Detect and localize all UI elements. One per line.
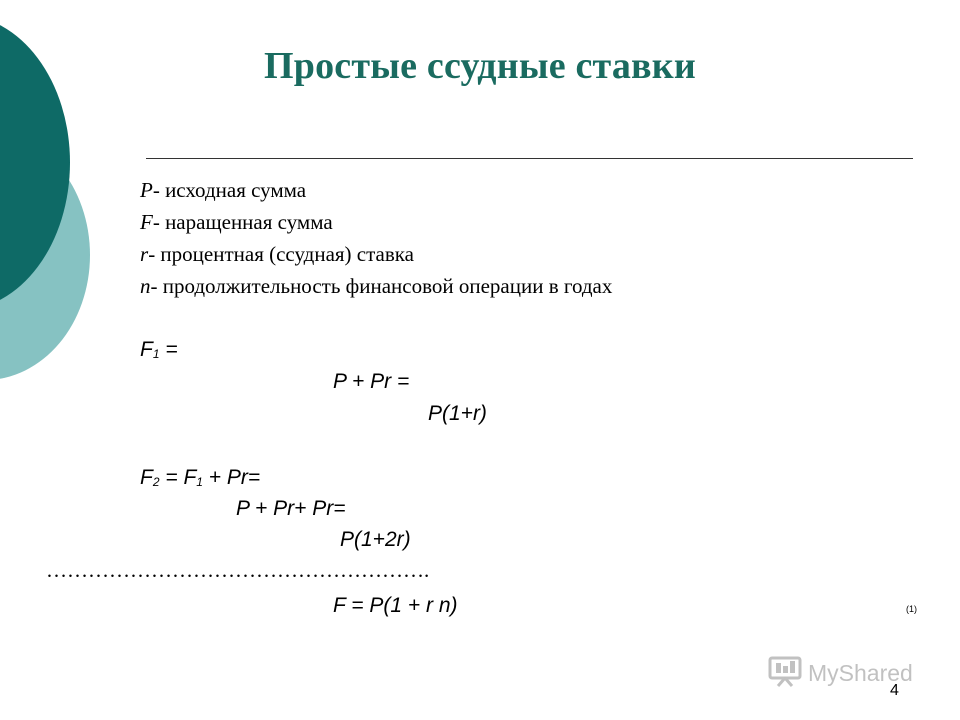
formula-f2-step2: P(1+2r) xyxy=(340,528,411,551)
formula-f1-step2: P(1+r) xyxy=(428,402,487,425)
formula-f2-step1: P + Pr+ Pr= xyxy=(236,497,346,520)
formula-f1-lhs: $F_1$ = xyxy=(140,338,178,361)
slide-title: Простые ссудные ставки xyxy=(264,45,696,87)
formula-f2-lhs: $F_2 = F_1 + Pr=$ xyxy=(140,466,261,489)
formula-general: F = P(1 + r n) xyxy=(333,594,458,617)
presentation-icon xyxy=(768,655,802,692)
definition-n: n- продолжительность финансовой операции в годах xyxy=(140,274,613,298)
formula-f1-step1: P + Pr = xyxy=(333,370,410,393)
ellipsis-line: ………………………………………………. xyxy=(46,558,430,582)
page-number: 4 xyxy=(890,682,899,699)
definition-p: P- исходная сумма xyxy=(140,178,307,202)
title-divider xyxy=(146,158,913,159)
definition-r: r- процентная (ссудная) ставка xyxy=(140,242,414,266)
watermark-text: MyShared xyxy=(808,660,913,686)
definition-f: F- наращенная сумма xyxy=(140,210,333,234)
equation-number: (1) xyxy=(906,604,917,614)
